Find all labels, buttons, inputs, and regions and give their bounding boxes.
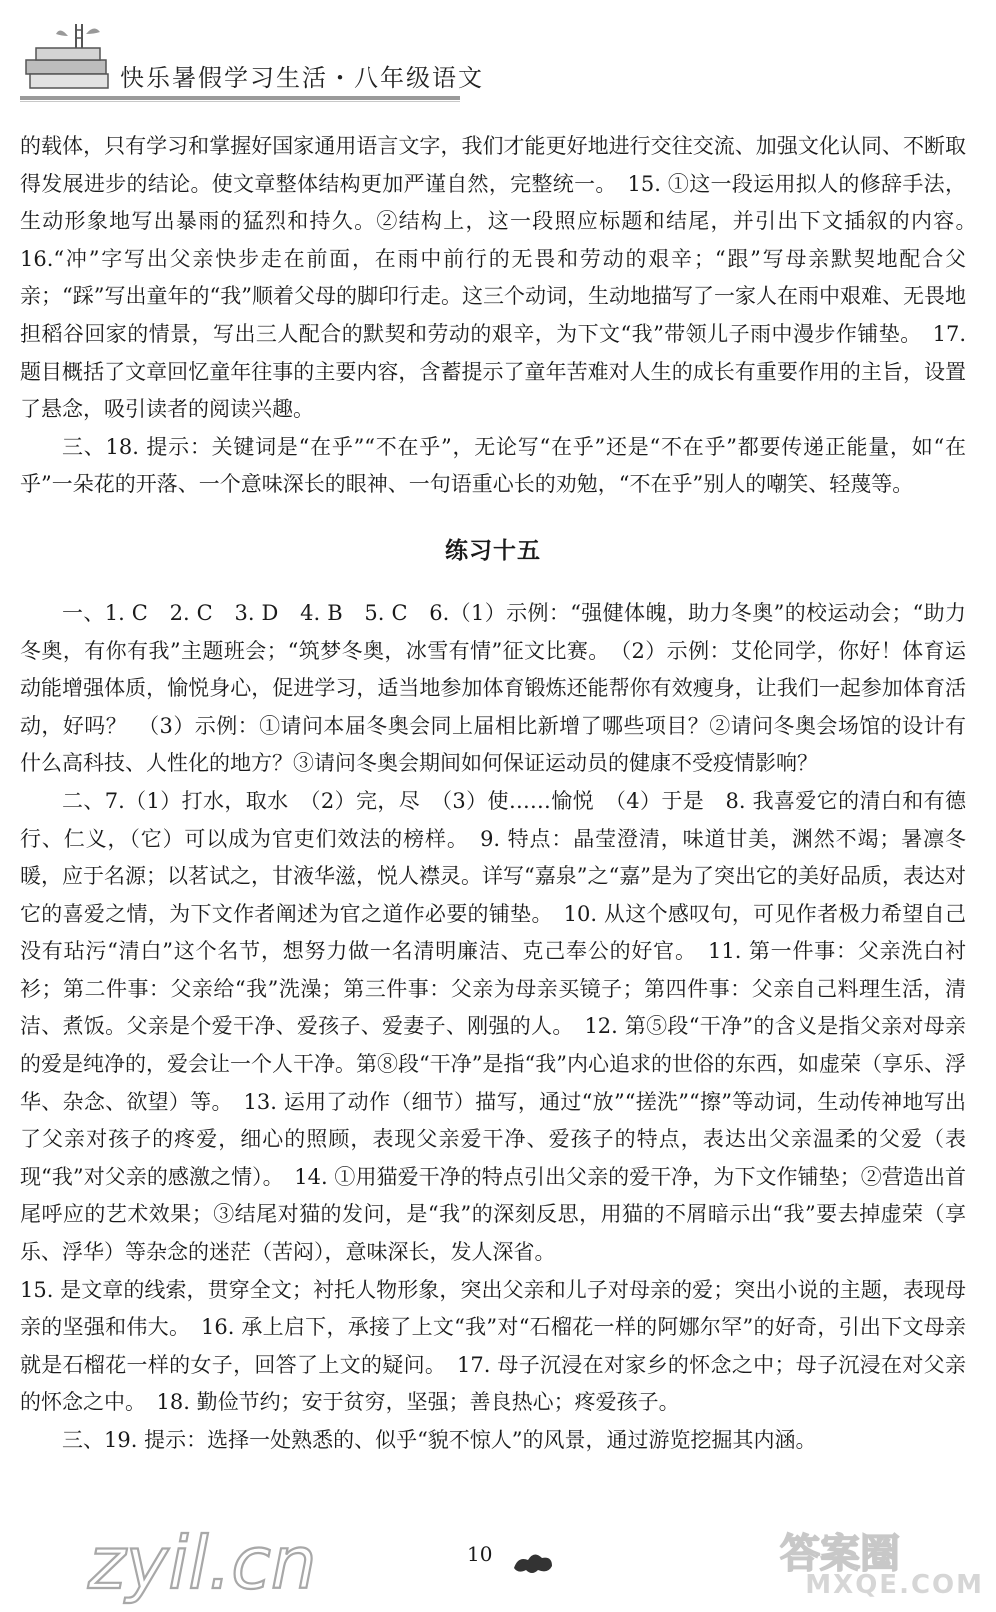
answer-paragraph: 15. 是文章的线索，贯穿全文；衬托人物形象，突出父亲和儿子对母亲的爱；突出小说的主题，表现母亲的坚强和伟大。 16. 承上启下，承接了上文“我”对“石榴花一样的阿娜尔罕”的好奇，引出下文母亲就是石榴花一样的女子，回答了上文的疑问。 17. 母子沉浸在对家乡的怀念之中；母子沉浸在对父亲的怀念之中。 18. 勤俭节约；安于贫穷，坚强；善良热心；疼爱孩子。 bbox=[20, 1277, 966, 1415]
header-title: 快乐暑假学习生活・八年级语文 bbox=[120, 64, 484, 92]
cloud-swirl-icon bbox=[510, 1550, 556, 1576]
answer-paragraph: 的载体，只有学习和掌握好国家通用语言文字，我们才能更好地进行交往交流、加强文化认同、不断取得发展进步的结论。使文章整体结构更加严谨自然，完整统一。 15. ①这一段运用拟人的修辞手法，生动形象地写出暴雨的猛烈和持久。②结构上，这一段照应标题和结尾，并引出下文插叙的内容。 16.“冲”字写出父亲快步走在前面，在雨中前行的无畏和劳动的艰辛；“跟”写母亲默契地配合父亲；“踩”写出童年的“我”顺着父母的脚印行走。这三个动词，生动地描写了一家人在雨中艰难、无畏地担稻谷回家的情景，写出三人配合的默契和劳动的艰辛，为下文“我”带领儿子雨中漫步作铺垫。 17. 题目概括了文章回忆童年往事的主要内容，含蓄提示了童年苦难对人生的成长有重要作用的主旨，设置了悬念，吸引读者的阅读兴趣。 bbox=[20, 134, 987, 422]
header-divider-thin bbox=[20, 101, 460, 102]
watermark-site-text: MXQE.COM bbox=[805, 1570, 984, 1600]
book-stack-icon bbox=[20, 14, 116, 98]
watermark-left-text: zyil.cn bbox=[88, 1521, 317, 1605]
watermark-mxqe bbox=[770, 1525, 990, 1600]
page-header bbox=[0, 0, 996, 110]
page-number: 10 bbox=[467, 1542, 493, 1566]
answer-paragraph: 二、7.（1）打水，取水 （2）完，尽 （3）使……愉悦 （4）于是 8. 我喜爱它的清白和有德行、仁义，（它）可以成为官吏们效法的榜样。 9. 特点：晶莹澄清，味道甘美，渊然不竭；暑凛冬暖，应于名源；以茗试之，甘液华滋，悦人襟灵。详写“嘉泉”之“嘉”是为了突出它的美好品质，表达对它的喜爱之情，为下文作者阐述为官之道作必要的铺垫。 10. 从这个感叹句，可见作者极力希望自己没有玷污“清白”这个名节，想努力做一名清明廉洁、克己奉公的好官。 11. 第一件事：父亲洗白衬衫；第二件事：父亲给“我”洗澡；第三件事：父亲为母亲买镜子；第四件事：父亲自己料理生活，清洁、煮饭。父亲是个爱干净、爱孩子、爱妻子、刚强的人。 12. 第⑤段“干净”的含义是指父亲对母亲的爱是纯净的，爱会让一个人干净。第⑧段“干净”是指“我”内心追求的世俗的东西，如虚荣（享乐、浮华、杂念、欲望）等。 13. 运用了动作（细节）描写，通过“放”“搓洗”“擦”等动词，生动传神地写出了父亲对孩子的疼爱，细心的照顾，表现父亲爱干净、爱孩子的特点，表达出父亲温柔的父爱（表现“我”对父亲的感激之情）。 14. ①用猫爱干净的特点引出父亲的爱干净，为下文作铺垫；②营造出首尾呼应的艺术效果；③结尾对猫的发问，是“我”的深刻反思，用猫的不屑暗示出“我”要去掉虚荣（享乐、浮华）等杂念的迷茫（苦闷），意味深长，发人深省。 bbox=[20, 788, 966, 1265]
section-title: 练习十五 bbox=[445, 537, 541, 564]
answer-paragraph: 一、1. C 2. C 3. D 4. B 5. C 6.（1）示例：“强健体魄，助力冬奥”的校运动会；“助力冬奥，有你有我”主题班会；“筑梦冬奥，冰雪有情”征文比赛。 （2）示例：艾伦同学，你好！体育运动能增强体质，愉悦身心，促进学习，适当地参加体育锻炼还能帮你有效瘦身，让我们一起参加体育活动，好吗？ （3）示例：①请问本届冬奥会同上届相比新增了哪些项目？②请问冬奥会场馆的设计有什么高科技、人性化的地方？③请问冬奥会期间如何保证运动员的健康不受疫情影响？ bbox=[20, 600, 966, 776]
header-divider bbox=[20, 96, 460, 100]
answer-paragraph: 三、19. 提示：选择一处熟悉的、似乎“貌不惊人”的风景，通过游览挖掘其内涵。 bbox=[62, 1428, 817, 1452]
answer-paragraph: 三、18. 提示：关键词是“在乎”“不在乎”，无论写“在乎”还是“不在乎”都要传递正能量，如“在乎”一朵花的开落、一个意味深长的眼神、一句语重心长的劝勉，“不在乎”别人的嘲笑、轻蔑等。 bbox=[20, 434, 966, 497]
answer-content bbox=[20, 128, 987, 1460]
watermark-logo-text: 答案圈 bbox=[780, 1531, 900, 1575]
